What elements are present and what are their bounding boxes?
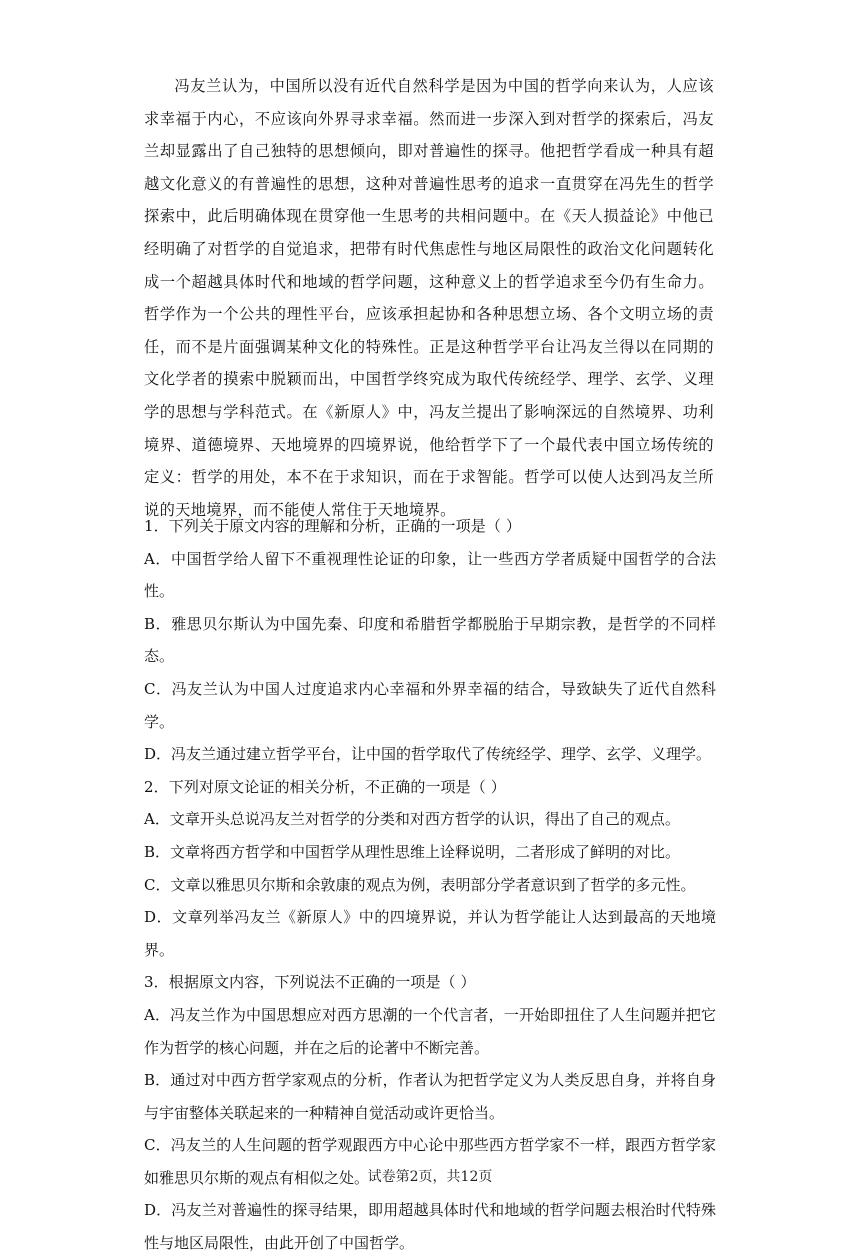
option-a: A．文章开头总说冯友兰对哲学的分类和对西方哲学的认识，得出了自己的观点。 (144, 810, 680, 829)
option-a: A．中国哲学给人留下不重视理性论证的印象，让一些西方学者质疑中国哲学的合法性。 (144, 549, 716, 601)
page-footer: 试卷第2页，共12页 (367, 1169, 493, 1185)
option-b: B．通过对中西方哲学家观点的分析，作者认为把哲学定义为人类反思自身，并将自身与宇宙整体关联起来的一种精神自觉活动或许更恰当。 (144, 1071, 716, 1122)
option-c: C．冯友兰认为中国人过度追求内心幸福和外界幸福的结合，导致缺失了近代自然科学。 (144, 679, 716, 731)
option-c: C．冯友兰的人生问题的哲学观跟西方中心论中那些西方哲学家不一样，跟西方哲学家如雅思贝尔斯的观点有相似之处。 (144, 1136, 716, 1187)
option-a: A．冯友兰作为中国思想应对西方思潮的一个代言者，一开始即扭住了人生问题并把它作为哲学的核心问题，并在之后的论著中不断完善。 (144, 1005, 716, 1057)
option-c: C．文章以雅思贝尔斯和余敦康的观点为例，表明部分学者意识到了哲学的多元性。 (144, 875, 696, 894)
option-d: D．冯友兰通过建立哲学平台，让中国的哲学取代了传统经学、理学、玄学、义理学。 (144, 745, 712, 764)
reading-passage (144, 70, 714, 526)
option-d: D．文章列举冯友兰《新原人》中的四境界说，并认为哲学能让人达到最高的天地境界。 (144, 908, 716, 959)
option-b: B．雅思贝尔斯认为中国先秦、印度和希腊哲学都脱胎于早期宗教，是哲学的不同样态。 (144, 614, 716, 666)
question-stem: 1．下列关于原文内容的理解和分析，正确的一项是（ ） (144, 517, 521, 535)
question-stem: 2．下列对原文论证的相关分析，不正确的一项是（ ） (144, 777, 506, 796)
question-2 (144, 771, 716, 967)
option-d: D．冯友兰对普遍性的探寻结果，即用超越具体时代和地域的哲学问题去根治时代特殊性与地区局限性，由此开创了中国哲学。 (144, 1201, 716, 1253)
option-b: B．文章将西方哲学和中国哲学从理性思维上诠释说明，二者形成了鲜明的对比。 (144, 842, 681, 861)
question-stem: 3．根据原文内容，下列说法不正确的一项是（ ） (144, 973, 476, 992)
question-list (144, 510, 716, 1260)
question-1 (144, 510, 716, 771)
passage-paragraph: 冯友兰认为，中国所以没有近代自然科学是因为中国的哲学向来认为，人应该求幸福于内心，不应该向外界寻求幸福。然而进一步深入到对哲学的探索后，冯友兰却显露出了自己独特的思想倾向，即对普遍性的探寻。他把哲学看成一种具有超越文化意义的有普遍性的思想，这种对普遍性思考的追求一直贯穿在冯先生的哲学探索中，此后明确体现在贯穿他一生思考的共相问题中。在《天人损益论》中他已经明确了对哲学的自觉追求，把带有时代焦虑性与地区局限性的政治文化问题转化成一个超越具体时代和地域的哲学问题，这种意义上的哲学追求至今仍有生命力。哲学作为一个公共的理性平台，应该承担起协和各种思想立场、各个文明立场的责任，而不是片面强调某种文化的特殊性。正是这种哲学平台让冯友兰得以在同期的文化学者的摸索中脱颖而出，中国哲学终究成为取代传统经学、理学、玄学、义理学的思想与学科范式。在《新原人》中，冯友兰提出了影响深远的自然境界、功利境界、道德境界、天地境界的四境界说，他给哲学下了一个最代表中国立场传统的定义：哲学的用处，本不在于求知识，而在于求智能。哲学可以使人达到冯友兰所说的天地境界，而不能使人常住于天地境界。 (144, 77, 714, 519)
